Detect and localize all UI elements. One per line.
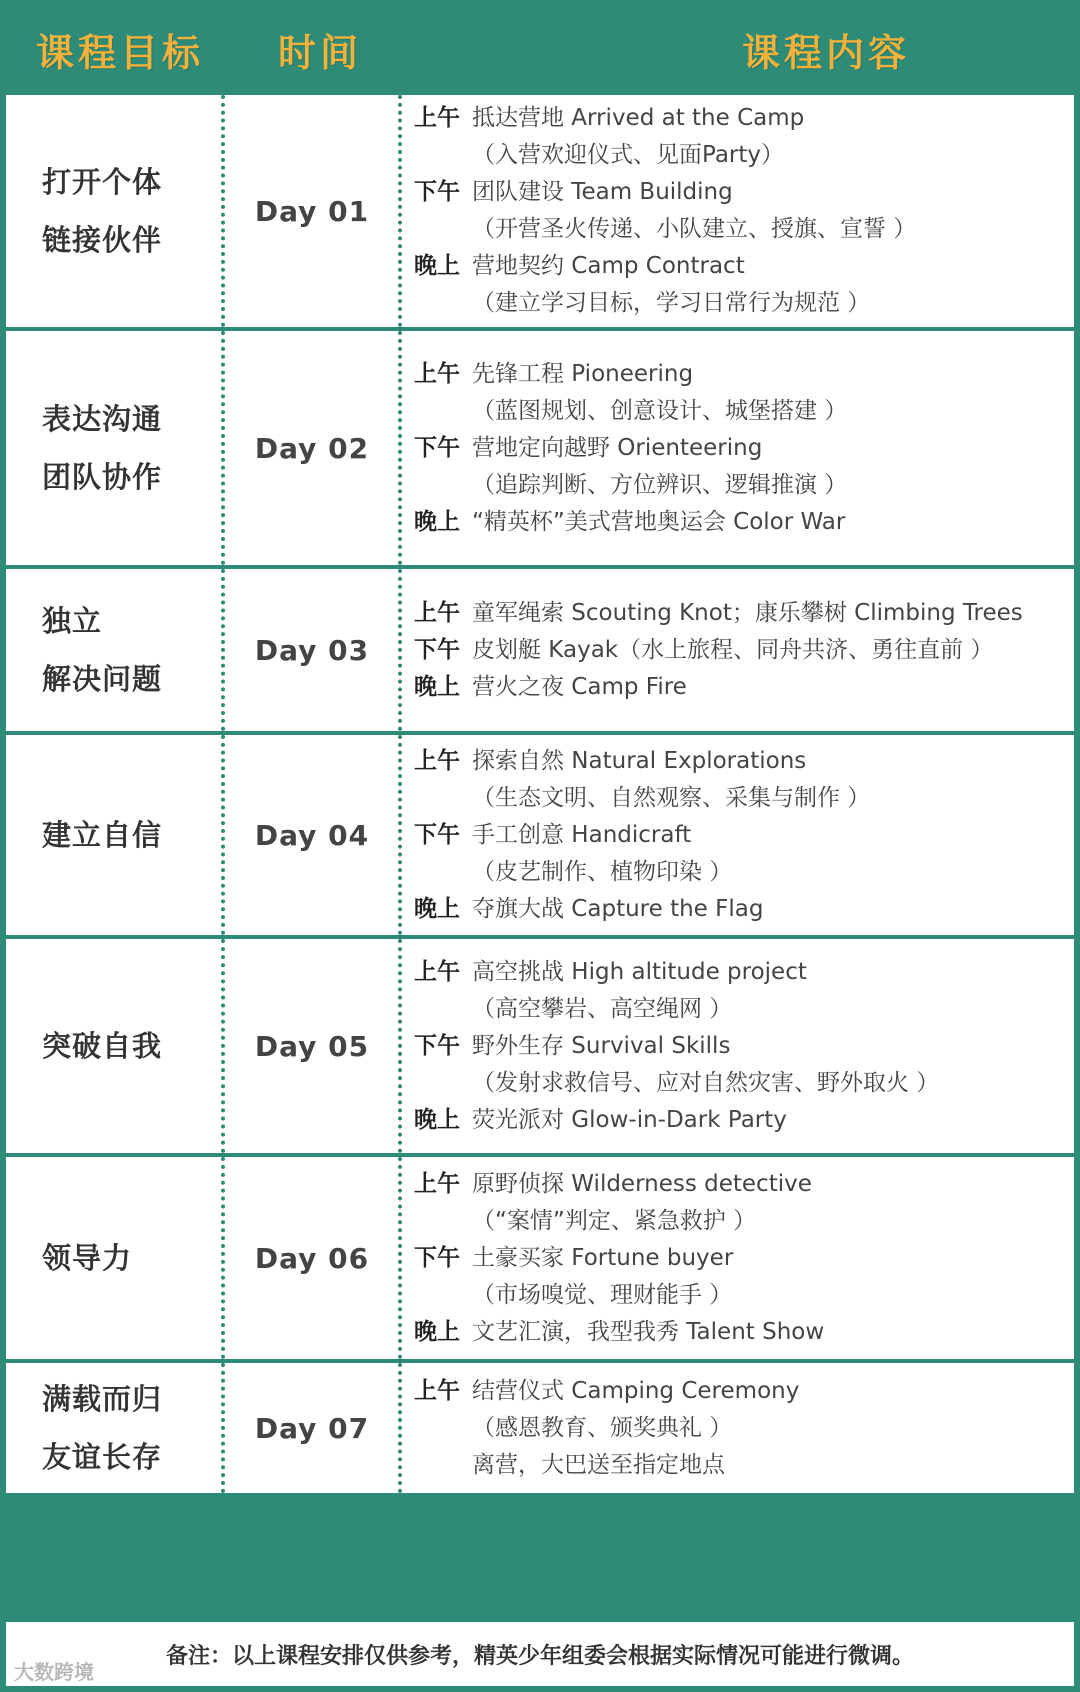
schedule-row (6, 939, 1074, 1153)
activity-text: 探索自然 Natural Explorations (472, 747, 807, 774)
schedule-row (6, 735, 1074, 935)
watermark-logo: 大数跨境 (14, 1660, 94, 1684)
time-of-day-tag: 晚上 (414, 673, 460, 700)
activity-line (414, 285, 1074, 322)
time-of-day-tag: 下午 (414, 636, 460, 663)
row-goal (6, 735, 222, 935)
time-of-day-tag: 下午 (414, 179, 460, 205)
row-content (414, 735, 1074, 935)
goal-text: 领导力 (42, 1241, 133, 1275)
time-of-day-tag: 上午 (414, 747, 460, 774)
dotted-divider (398, 939, 402, 1153)
row-goal (6, 1363, 222, 1493)
activity-line (414, 817, 1074, 854)
activity-text: （追踪判断、方位辨识、逻辑推演 ） (472, 471, 848, 498)
activity-text: 抵达营地 Arrived at the Camp (472, 105, 805, 131)
activity-line (414, 991, 1074, 1028)
goal-text: 表达沟通 (42, 402, 163, 436)
activity-text: 结营仪式 Camping Ceremony (472, 1377, 800, 1404)
dotted-divider (398, 1363, 402, 1493)
time-of-day-tag: 上午 (414, 360, 460, 387)
activity-line (414, 393, 1074, 430)
activity-line (414, 743, 1074, 780)
row-day: Day 02 (254, 431, 370, 465)
activity-text: （皮艺制作、植物印染 ） (472, 858, 733, 885)
schedule-row (6, 95, 1074, 327)
row-goal (6, 569, 222, 731)
activity-line (414, 137, 1074, 174)
dotted-divider (398, 1157, 402, 1359)
activity-text: 团队建设 Team Building (472, 179, 733, 205)
activity-line (414, 1410, 1074, 1447)
dotted-divider (398, 331, 402, 565)
activity-line (414, 669, 1074, 706)
activity-line (414, 100, 1074, 137)
goal-text: 打开个体 (42, 165, 163, 199)
activity-text: 原野侦探 Wilderness detective (472, 1170, 812, 1197)
activity-text: 夺旗大战 Capture the Flag (472, 895, 764, 922)
activity-text: 高空挑战 High altitude project (472, 958, 807, 985)
activity-line (414, 632, 1074, 669)
activity-text: （高空攀岩、高空绳网 ） (472, 995, 733, 1022)
activity-text: 手工创意 Handicraft (472, 821, 692, 848)
activity-text: （入营欢迎仪式、见面Party） (472, 142, 785, 168)
activity-line (414, 595, 1074, 632)
time-of-day-tag: 晚上 (414, 253, 460, 279)
goal-text: 独立 (42, 604, 103, 638)
activity-line (414, 1240, 1074, 1277)
schedule-row (6, 1363, 1074, 1493)
activity-text: 野外生存 Survival Skills (472, 1032, 731, 1059)
activity-text: （感恩教育、颁奖典礼 ） (472, 1414, 733, 1441)
activity-text: （“案情”判定、紧急救护 ） (472, 1207, 757, 1234)
row-day: Day 03 (254, 633, 370, 667)
time-of-day-tag: 上午 (414, 599, 460, 626)
row-goal (6, 1157, 222, 1359)
activity-text: （生态文明、自然观察、采集与制作 ） (472, 784, 871, 811)
goal-text: 突破自我 (42, 1029, 163, 1063)
activity-line (414, 1028, 1074, 1065)
activity-text: （市场嗅觉、理财能手 ） (472, 1281, 733, 1308)
time-of-day-tag: 上午 (414, 958, 460, 985)
row-content (414, 331, 1074, 565)
activity-line (414, 430, 1074, 467)
activity-line (414, 1277, 1074, 1314)
goal-text: 友谊长存 (42, 1440, 163, 1474)
time-of-day-tag: 下午 (414, 1244, 460, 1271)
time-of-day-tag: 上午 (414, 1377, 460, 1404)
activity-line (414, 1102, 1074, 1139)
goal-text: 满载而归 (42, 1382, 163, 1416)
activity-text: （蓝图规划、创意设计、城堡搭建 ） (472, 397, 848, 424)
activity-line (414, 1447, 1074, 1484)
row-day: Day 06 (254, 1241, 370, 1275)
dotted-divider (398, 735, 402, 935)
time-of-day-tag: 上午 (414, 105, 460, 131)
time-of-day-tag: 上午 (414, 1170, 460, 1197)
activity-line (414, 356, 1074, 393)
activity-line (414, 1203, 1074, 1240)
activity-text: 营火之夜 Camp Fire (472, 673, 687, 700)
activity-line (414, 854, 1074, 891)
activity-line (414, 1373, 1074, 1410)
footer-note-text: 备注：以上课程安排仅供参考，精英少年组委会根据实际情况可能进行微调。 (165, 1643, 914, 1669)
goal-text: 链接伙伴 (42, 223, 163, 257)
header-time: 时间 (278, 31, 363, 75)
row-content (414, 1363, 1074, 1493)
goal-text: 建立自信 (42, 818, 163, 852)
row-goal (6, 331, 222, 565)
activity-text: （建立学习目标，学习日常行为规范 ） (472, 290, 871, 316)
row-goal (6, 939, 222, 1153)
row-content (414, 569, 1074, 731)
activity-text: 土豪买家 Fortune buyer (472, 1244, 734, 1271)
activity-text: 荧光派对 Glow-in-Dark Party (472, 1106, 787, 1133)
time-of-day-tag: 下午 (414, 1032, 460, 1059)
activity-line (414, 248, 1074, 285)
activity-line (414, 211, 1074, 248)
activity-line (414, 1314, 1074, 1351)
time-of-day-tag: 下午 (414, 434, 460, 461)
row-goal (6, 95, 222, 327)
row-day: Day 05 (254, 1029, 370, 1063)
activity-text: 营地契约 Camp Contract (472, 253, 745, 279)
activity-line (414, 1166, 1074, 1203)
time-of-day-tag: 晚上 (414, 895, 460, 922)
header-goal: 课程目标 (36, 31, 205, 75)
activity-text: 文艺汇演，我型我秀 Talent Show (472, 1318, 825, 1345)
time-of-day-tag: 晚上 (414, 1318, 460, 1345)
time-of-day-tag: 下午 (414, 821, 460, 848)
activity-text: 离营，大巴送至指定地点 (472, 1451, 725, 1478)
schedule-row (6, 331, 1074, 565)
time-of-day-tag: 晚上 (414, 508, 460, 535)
row-content (414, 95, 1074, 327)
dotted-divider (398, 569, 402, 731)
activity-line (414, 891, 1074, 928)
activity-text: （发射求救信号、应对自然灾害、野外取火 ） (472, 1069, 940, 1096)
row-content (414, 1157, 1074, 1359)
row-day: Day 07 (254, 1411, 370, 1445)
activity-line (414, 467, 1074, 504)
table-header (0, 0, 1080, 94)
schedule-row (6, 1157, 1074, 1359)
row-content (414, 939, 1074, 1153)
activity-text: 先锋工程 Pioneering (472, 360, 694, 387)
activity-text: （开营圣火传递、小队建立、授旗、宣誓 ） (472, 216, 917, 242)
activity-text: 营地定向越野 Orienteering (472, 434, 763, 461)
row-day: Day 04 (254, 818, 370, 852)
header-content: 课程内容 (742, 31, 911, 75)
activity-text: 童军绳索 Scouting Knot；康乐攀树 Climbing Trees (472, 599, 1023, 626)
time-of-day-tag: 晚上 (414, 1106, 460, 1133)
activity-line (414, 1065, 1074, 1102)
dotted-divider (398, 95, 402, 327)
goal-text: 团队协作 (42, 460, 163, 494)
schedule-row (6, 569, 1074, 731)
footer-note (6, 1622, 1074, 1686)
activity-line (414, 504, 1074, 541)
activity-line (414, 954, 1074, 991)
row-day: Day 01 (254, 194, 370, 228)
activity-text: “精英杯”美式营地奥运会 Color War (472, 508, 846, 535)
activity-line (414, 780, 1074, 817)
goal-text: 解决问题 (42, 662, 163, 696)
activity-line (414, 174, 1074, 211)
activity-text: 皮划艇 Kayak（水上旅程、同舟共济、勇往直前 ） (472, 636, 994, 663)
